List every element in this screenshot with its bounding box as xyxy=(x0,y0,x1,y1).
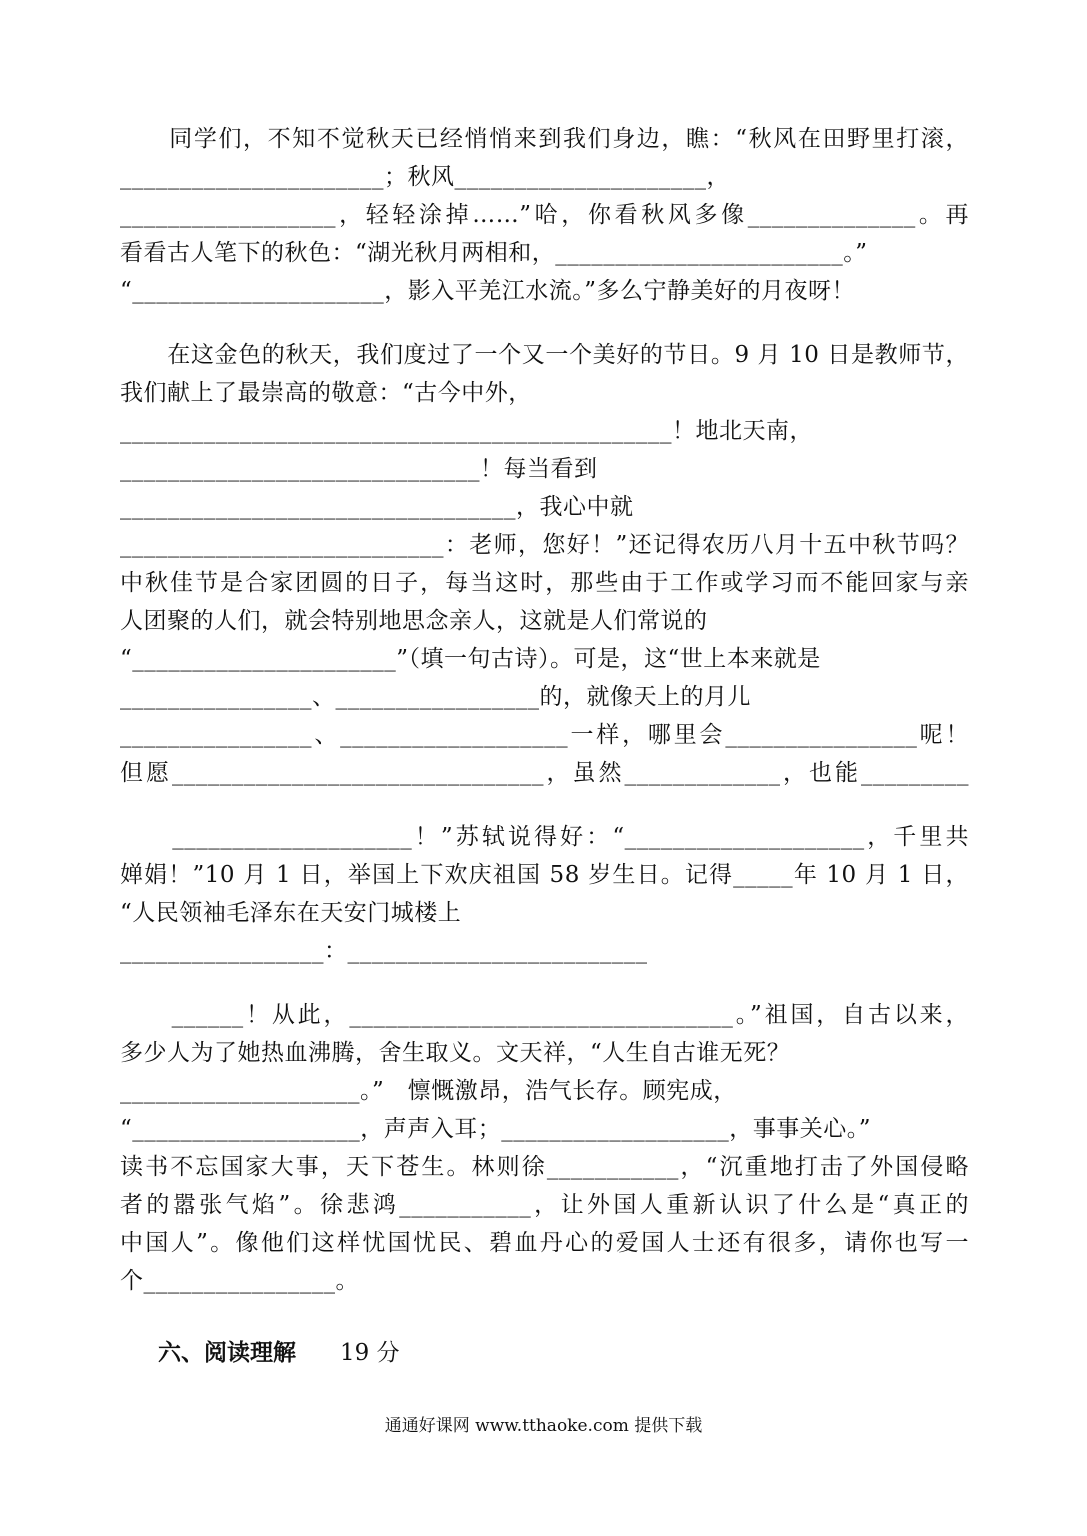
festivals-line-2: 我们献上了最崇高的敬意：“古今中外， xyxy=(120,380,532,406)
festivals-line-12: 但愿_______________________________，虽然_____________，也能_________ xyxy=(120,760,969,786)
patriots-line-7: 中国人”。像他们这样忧国忧民、碧血丹心的爱国人士还有很多，请你也写一 xyxy=(120,1230,969,1256)
festivals-line-9: “______________________”（填一句古诗）。可是，这“世上本来就是 xyxy=(120,646,821,672)
patriots-line-1: ______！从此，________________________________。”祖国，自古以来， xyxy=(120,1002,969,1028)
national-line-1: ____________________！”苏轼说得好：“____________________，千里共 xyxy=(120,824,969,850)
section-title: 六、阅读理解 xyxy=(158,1339,296,1366)
autumn-line-3: __________________，轻轻涂掉……”哈，你看秋风多像______________。再 xyxy=(120,202,969,228)
section-heading xyxy=(158,1334,400,1367)
autumn-line-1: 同学们，不知不觉秋天已经悄悄来到我们身边，瞧：“秋风在田野里打滚， xyxy=(120,126,969,152)
festivals-line-10: ________________、_________________的，就像天上的月儿 xyxy=(120,684,751,710)
autumn-line-4: 看看古人笔下的秋色：“湖光秋月两相和，________________________。” xyxy=(120,240,868,266)
national-line-4: _________________：_________________________ xyxy=(120,938,648,964)
festivals-line-6: ___________________________：老师，您好！”还记得农历八月十五中秋节吗？ xyxy=(120,532,969,558)
festivals-line-4: ______________________________！每当看到 xyxy=(120,456,598,482)
patriots-line-2: 多少人为了她热血沸腾，舍生取义。文天祥，“人生自古谁无死？ xyxy=(120,1040,791,1066)
festivals-line-8: 人团聚的人们，就会特别地思念亲人，这就是人们常说的 xyxy=(120,608,708,634)
festivals-line-11: ________________、___________________一样，哪里会________________呢！ xyxy=(120,722,969,748)
section-score: 19 分 xyxy=(340,1340,400,1366)
festivals-line-1: 在这金色的秋天，我们度过了一个又一个美好的节日。9 月 10 日是教师节， xyxy=(120,342,969,368)
national-line-3: “人民领袖毛泽东在天安门城楼上 xyxy=(120,900,462,926)
festivals-line-7: 中秋佳节是合家团圆的日子，每当这时，那些由于工作或学习而不能回家与亲 xyxy=(120,570,969,596)
autumn-line-5: “_____________________，影入平羌江水流。”多么宁静美好的月夜呀！ xyxy=(120,278,856,304)
patriots-line-3: ____________________。” 懔慨激昂，浩气长存。顾宪成， xyxy=(120,1078,737,1104)
patriots-line-4: “___________________，声声入耳；___________________，事事关心。” xyxy=(120,1116,872,1142)
page-footer: 通通好课网 www.tthaoke.com 提供下载 xyxy=(384,1416,703,1436)
patriots-line-6: 者的嚣张气焰”。徐悲鸿___________，让外国人重新认识了什么是“真正的 xyxy=(120,1192,969,1218)
patriots-line-8: 个________________。 xyxy=(120,1268,359,1294)
festivals-line-5: _________________________________，我心中就 xyxy=(120,494,634,520)
festivals-line-3: ______________________________________________！地北天南， xyxy=(120,418,813,444)
autumn-line-2: ______________________；秋风_____________________， xyxy=(120,164,730,190)
national-line-2: 婵娟！”10 月 1 日，举国上下欢庆祖国 58 岁生日。记得_____年 10 月 1 日， xyxy=(120,862,969,888)
patriots-line-5: 读书不忘国家大事，天下苍生。林则徐___________，“沉重地打击了外国侵略 xyxy=(120,1154,969,1180)
